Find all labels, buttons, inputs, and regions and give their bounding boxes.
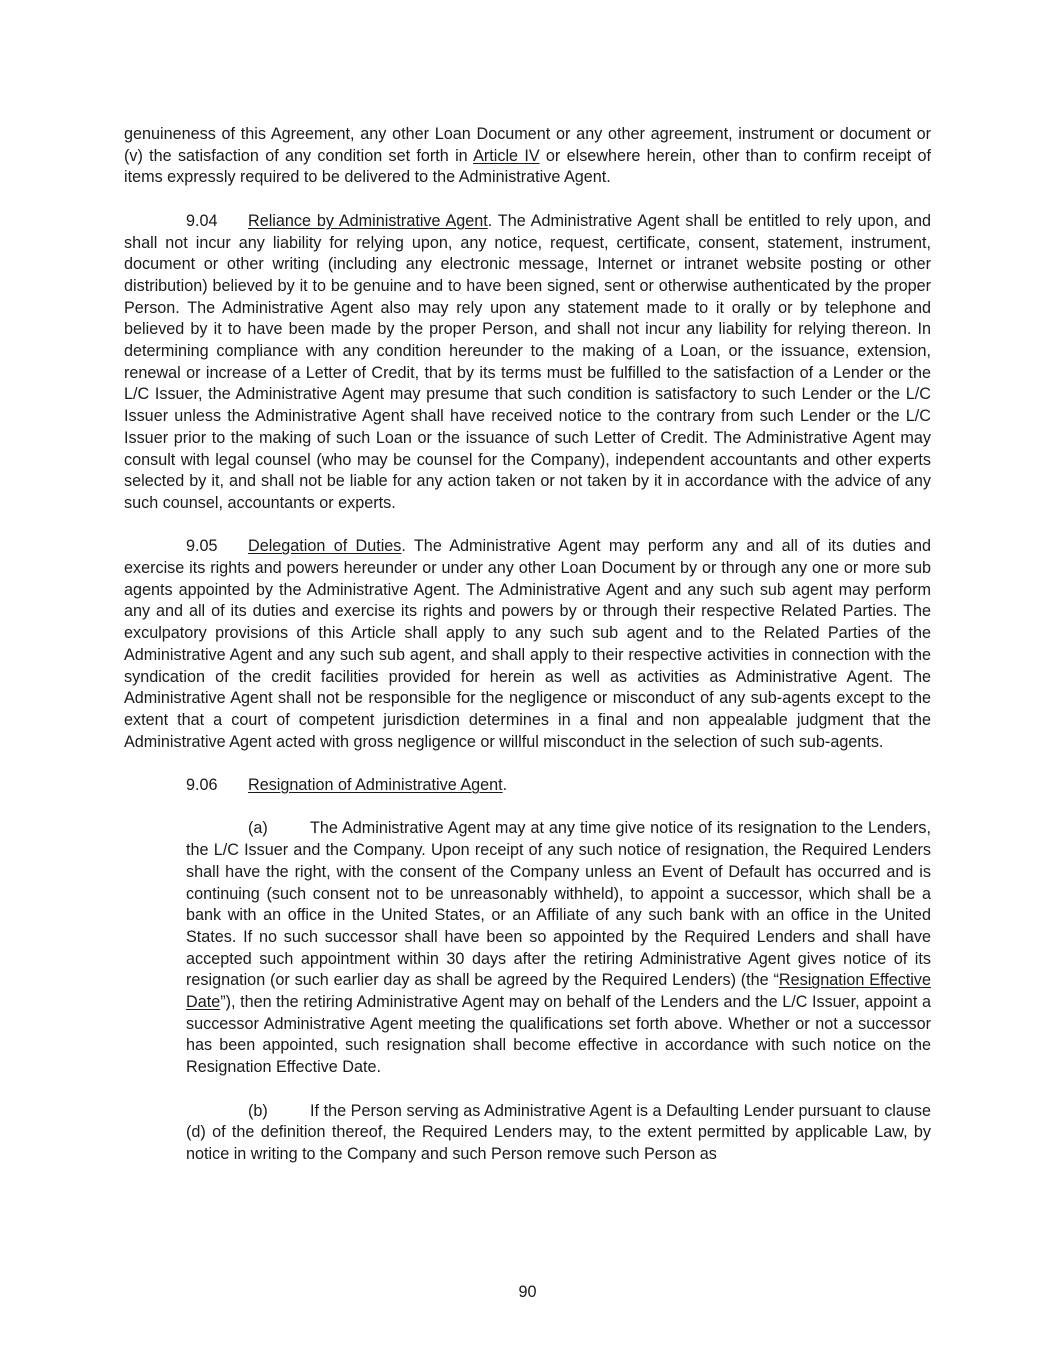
section-heading: Delegation of Duties: [248, 537, 402, 556]
section-body: . The Administrative Agent may perform any and all of its duties and exercise its rights and powers hereunder or under any other Loan Document by or through any one or more sub agents appointed by the Administrative Agent. The Administrative Agent and any such sub agent may perform any and all of its duties and exercise its rights and powers by or through their respective Related Parties. The exculpatory provisions of this Article shall apply to any such sub agent and to the Related Parties of the Administrative Agent and any such sub agent, and shall apply to their respective activities in connection with the syndication of the credit facilities provided for herein as well as activities as Administrative Agent. The Administrative Agent shall not be responsible for the negligence or misconduct of any sub-agents except to the extent that a court of competent jurisdiction determines in a final and non appealable judgment that the Administrative Agent acted with gross negligence or willful misconduct in the selection of such sub-agents.: [124, 537, 931, 751]
subsection-b: [186, 1101, 931, 1166]
subsection-a: [186, 818, 931, 1078]
subsection-label: (b): [248, 1101, 268, 1120]
subsection-label: (a): [248, 819, 268, 838]
subsection-text-2: ”), then the retiring Administrative Agent may on behalf of the Lenders and the L/C Issuer, appoint a successor Administrative Agent meeting the qualifications set forth above. Whether or not a successor has been appointed, such resignation shall become effective in accordance with such notice on the Resignation Effective Date.: [186, 993, 931, 1077]
page-content: [124, 124, 931, 1166]
section-9-05: [124, 536, 931, 753]
subsection-text-1: The Administrative Agent may at any time give notice of its resignation to the Lenders, the L/C Issuer and the Company. Upon receipt of any such notice of resignation, the Required Lenders shall have the right, with the consent of the Company unless an Event of Default has occurred and is continuing (such consent not to be unreasonably withheld), to appoint a successor, which shall be a bank with an office in the United States, or an Affiliate of any such bank with an office in the United States. If no such successor shall have been so appointed by the Required Lenders and shall have accepted such appointment within 30 days after the retiring Administrative Agent gives notice of its resignation (or such earlier day as shall be agreed by the Required Lenders) (the “: [186, 819, 931, 990]
section-number: 9.05: [186, 537, 218, 556]
intro-text-2: or elsewhere herein, other than to confirm receipt of items expressly required to be delivered to the Administrative Agent.: [124, 146, 931, 187]
section-9-06-heading: [124, 775, 931, 797]
section-number: 9.04: [186, 211, 218, 230]
defined-term-resignation-effective-date: Resignation Effective Date: [186, 971, 931, 1012]
section-heading-end: .: [502, 776, 508, 795]
page-number: 90: [518, 1283, 537, 1301]
intro-paragraph: [124, 124, 931, 189]
section-number: 9.06: [186, 776, 218, 795]
section-heading: Resignation of Administrative Agent: [248, 776, 503, 795]
section-heading: Reliance by Administrative Agent: [248, 211, 488, 230]
intro-text-1: genuineness of this Agreement, any other Loan Document or any other agreement, instrument or document or (v) the satisfaction of any condition set forth in: [124, 125, 931, 165]
subsection-text: If the Person serving as Administrative Agent is a Defaulting Lender pursuant to clause (d) of the definition thereof, the Required Lenders may, to the extent permitted by applicable Law, by notice in writing to the Company and such Person remove such Person as: [186, 1101, 931, 1163]
section-body: . The Administrative Agent shall be entitled to rely upon, and shall not incur any liability for relying upon, any notice, request, certificate, consent, statement, instrument, document or other writing (including any electronic message, Internet or intranet website posting or other distribution) believed by it to be genuine and to have been signed, sent or otherwise authenticated by the proper Person. The Administrative Agent also may rely upon any statement made to it orally or by telephone and believed by it to have been made by the proper Person, and shall not incur any liability for relying thereon. In determining compliance with any condition hereunder to the making of a Loan, or the issuance, extension, renewal or increase of a Letter of Credit, that by its terms must be fulfilled to the satisfaction of a Lender or the L/C Issuer, the Administrative Agent may presume that such condition is satisfactory to such Lender or the L/C Issuer unless the Administrative Agent shall have received notice to the contrary from such Lender or the L/C Issuer prior to the making of such Loan or the issuance of such Letter of Credit. The Administrative Agent may consult with legal counsel (who may be counsel for the Company), independent accountants and other experts selected by it, and shall not be liable for any action taken or not taken by it in accordance with the advice of any such counsel, accountants or experts.: [124, 211, 931, 512]
article-iv-reference: Article IV: [473, 146, 540, 165]
section-9-04: [124, 211, 931, 515]
